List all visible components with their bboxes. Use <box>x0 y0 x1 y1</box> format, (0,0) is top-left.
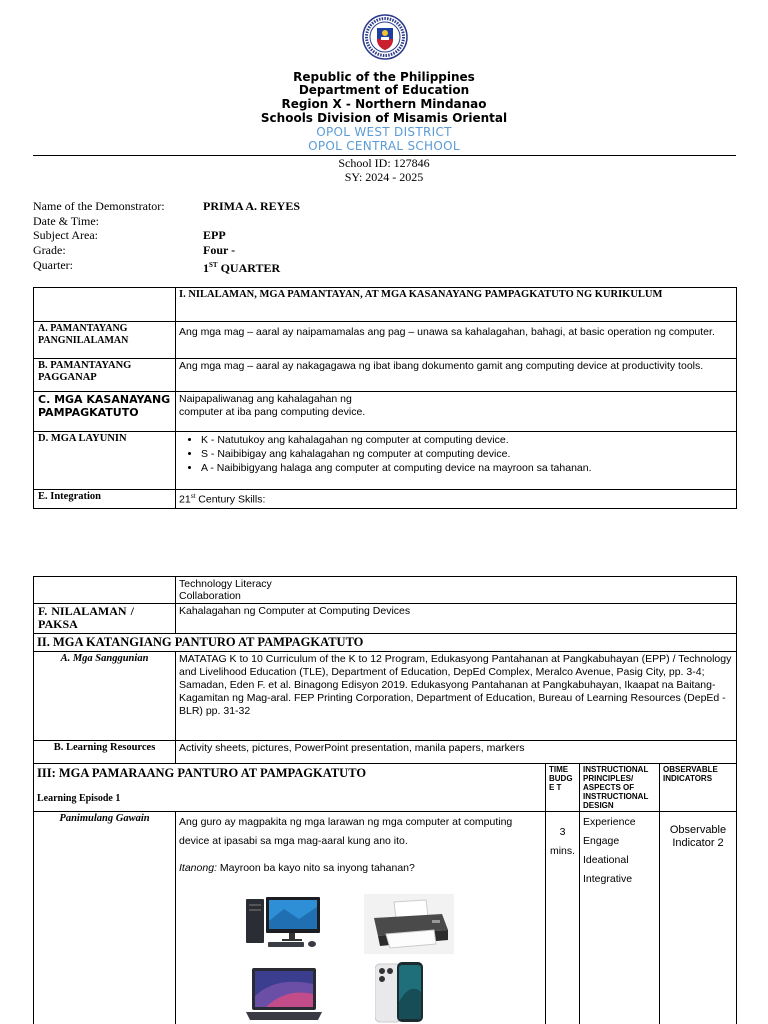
label-nilalaman-paksa: F. NILALAMAN / PAKSA <box>34 604 176 634</box>
empty-cell <box>34 577 176 604</box>
label-pamantayang-pangnilalaman: A. PAMANTAYANG PANGNILALAMAN <box>34 322 176 359</box>
skill-technology-literacy: Technology Literacy <box>179 578 272 590</box>
header-republic: Republic of the Philippines <box>293 70 475 84</box>
text-nilalaman-paksa: Kahalagahan ng Computer at Computing Devices <box>176 604 737 634</box>
principle-engage: Engage <box>583 835 620 847</box>
header-region: Region X - Northern Mindanao <box>281 97 487 111</box>
subject-label: Subject Area: <box>33 228 98 242</box>
subject-value: EPP <box>203 228 226 242</box>
lesson-table <box>33 576 737 1024</box>
label-kasanayang-pampagkatuto: C. MGA KASANAYANG PAMPAGKATUTO <box>34 392 176 432</box>
deped-seal-logo <box>362 14 408 60</box>
label-mga-sanggunian: A. Mga Sanggunian <box>34 652 176 741</box>
school-year: SY: 2024 - 2025 <box>344 170 424 184</box>
text-kasanayang-pampagkatuto: Naipapaliwanag ang kahalagahan ng computer at iba pang computing device. <box>176 392 737 432</box>
panimulang-gawain-content <box>176 812 546 1024</box>
principle-experience: Experience <box>583 816 636 828</box>
label-pamantayang-pagganap: B. PAMANTAYANG PAGGANAP <box>34 359 176 392</box>
quarter-label: Quarter: <box>33 257 73 272</box>
empty-cell <box>34 288 176 322</box>
principles-cell <box>580 812 660 1024</box>
objectives-cell <box>176 432 737 490</box>
principle-ideational: Ideational <box>583 854 629 866</box>
label-learning-resources: B. Learning Resources <box>34 741 176 764</box>
desktop-computer-image <box>244 895 322 949</box>
col-instructional-principles: INSTRUCTIONAL PRINCIPLES/ ASPECTS OF INSTRUCTIONAL DESIGN <box>580 764 660 812</box>
smartphone-image <box>375 962 423 1024</box>
text-pamantayang-pangnilalaman: Ang mga mag – aaral ay naipamamalas ang pag – unawa sa kahalagahan, bahagi, at basic operation ng computer. <box>176 322 737 359</box>
laptop-image <box>246 966 322 1024</box>
text-learning-resources: Activity sheets, pictures, PowerPoint presentation, manila papers, markers <box>176 741 737 764</box>
header-department: Department of Education <box>298 83 470 97</box>
text-pamantayang-pagganap: Ang mga mag – aaral ay nakagagawa ng ibat ibang dokumento gamit ang computing device at productivity tools. <box>176 359 737 392</box>
printer-image <box>364 894 454 954</box>
panimulang-gawain-text: Ang guro ay magpakita ng mga larawan ng mga computer at computing device at ipasabi sa mga mag-aaral kung ano ito. <box>179 816 513 847</box>
grade-value: Four - <box>203 243 236 257</box>
section-3-header-cell <box>34 764 546 812</box>
section-2-title: II. MGA KATANGIANG PANTURO AT PAMPAGKATUTO <box>34 634 737 652</box>
itanong-line: Itanong: Mayroon ba kayo nito sa inyong tahanan? <box>179 862 415 874</box>
header-district: OPOL WEST DISTRICT <box>316 125 452 139</box>
text-mga-sanggunian <box>176 652 737 741</box>
time-value: 3 <box>559 826 566 838</box>
section-1-title: I. NILALAMAN, MGA PAMANTAYAN, AT MGA KASANAYANG PAMPAGKATUTO NG KURIKULUM <box>176 288 737 322</box>
indicator-cell: Observable Indicator 2 <box>660 812 737 1024</box>
label-mga-layunin: D. MGA LAYUNIN <box>34 432 176 490</box>
skills-cell <box>176 577 737 604</box>
label-integration: E. Integration <box>34 490 176 509</box>
curriculum-table <box>33 287 737 509</box>
quarter-value: 1ST QUARTER <box>203 260 281 275</box>
section-3-title: III: MGA PAMARAANG PANTURO AT PAMPAGKATUTO <box>37 766 367 780</box>
time-budget-cell <box>546 812 580 1024</box>
objective-skill: • S - Naibibigay ang kahalagahan ng computer at computing device. <box>201 447 733 461</box>
info-block <box>33 199 433 279</box>
time-unit: mins. <box>549 845 576 857</box>
reference-2: Samadan, Eden F. et al. Binagong Edisyon 2019. Edukasyong Pantahanan at Pangkabuhayan, Ikaapat na Baitang- Kagamitan ng Mag-aral. FEP Printing Corporation, Department of Education, Bureau of Learning Resources (DepEd -BLR) pp. 31-32 <box>179 679 726 717</box>
datetime-label: Date & Time: <box>33 213 100 228</box>
objectives-list <box>201 433 733 475</box>
text-integration: 21st Century Skills: <box>176 490 737 509</box>
demonstrator-label: Name of the Demonstrator: <box>33 199 165 213</box>
principle-integrative: Integrative <box>583 873 633 885</box>
grade-label: Grade: <box>33 243 66 257</box>
header-school: OPOL CENTRAL SCHOOL <box>308 139 460 153</box>
objective-attitude: • A - Naibibigyang halaga ang computer at computing device na mayroon sa tahanan. <box>201 461 733 475</box>
reference-1: MATATAG K to 10 Curriculum of the K to 12 Program, Edukasyong Pantahanan at Pangkabuhayan (EPP) / Technology and Livelihood Education (TLE), Department of Education, DepEd Complex, Meralco Avenue, Pasig City, pp. 3-4; <box>179 653 732 678</box>
learning-episode-label: Learning Episode 1 <box>37 793 121 804</box>
col-observable-indicators: OBSERVABLE INDICATORS <box>660 764 737 812</box>
objective-knowledge: • K - Natutukoy ang kahalagahan ng computer at computing device. <box>201 433 733 447</box>
school-id: School ID: 127846 <box>338 156 430 170</box>
col-time-budget: TIME BUDGE T <box>546 764 580 812</box>
label-panimulang-gawain: Panimulang Gawain <box>34 812 176 1024</box>
skill-collaboration: Collaboration <box>179 590 241 602</box>
demonstrator-value: PRIMA A. REYES <box>203 199 301 213</box>
header-division: Schools Division of Misamis Oriental <box>260 111 508 125</box>
